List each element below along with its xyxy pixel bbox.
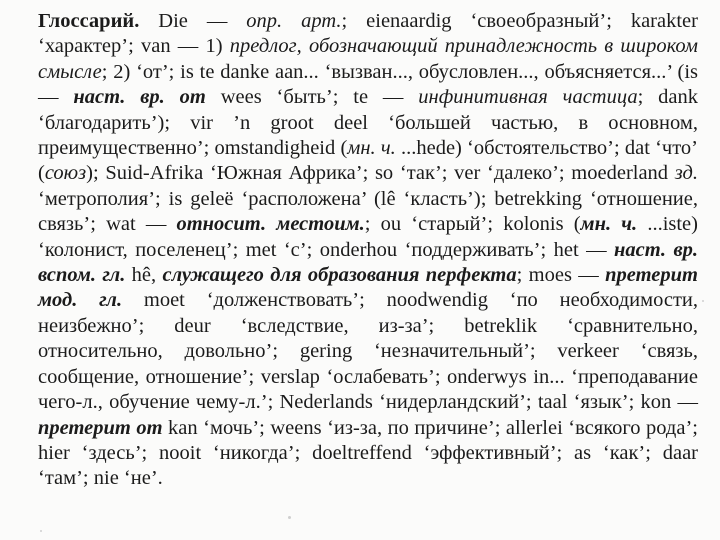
glossary-text: ; 2) ‘от’; is te danke aan... ‘вызван..., обусловлен..., объясняется...’ (is — <box>38 60 698 109</box>
glossary-annotation: наст. вр. вспом. гл. <box>38 238 699 287</box>
glossary-annotation: наст. вр. от <box>73 86 206 109</box>
glossary-annotation: инфинитивная частица <box>418 86 638 109</box>
glossary-annotation: претерит мод. гл. <box>38 264 698 312</box>
glossary-text: moet ‘долженствовать’; noodwendig ‘по необходимости, неизбежно’; deur ‘вследствие, из-за’; betreklik ‘сравнительно, относительно, довольно’; gering ‘незначительный’; verkeer ‘связь, сообщение, отношение’; verslap ‘ослабевать’; onderwys in... ‘преподавание чего-л., обучение чему-л.’; Nederlands ‘нидерландский’; taal ‘язык’; kon — <box>38 289 698 414</box>
glossary-runs <box>38 10 698 489</box>
glossary-text: hê, <box>125 264 163 287</box>
glossary-text: ...iste) ‘колонист, поселенец’; met ‘с’; onderhou ‘поддерживать’; het — <box>38 213 698 261</box>
glossary-annotation: мн. ч. <box>580 213 638 236</box>
glossary-text: ; ou ‘старый’; kolonis ( <box>364 213 581 236</box>
glossary-text: ...hede) ‘обстоятельство’; dat ‘что’ ( <box>38 137 698 185</box>
glossary-text: Die — <box>139 10 247 32</box>
glossary-text: ); Suid-Afrika ‘Южная Африка’; so ‘так’; ver ‘далеко’; moederland <box>86 162 675 185</box>
scan-speck <box>288 516 291 519</box>
glossary-text: ‘метрополия’; is geleë ‘расположена’ (lê ‘класть’); betrekking ‘отношение, связь’; wat — <box>38 187 698 236</box>
glossary-annotation: зд. <box>674 162 698 185</box>
glossary-annotation: предлог, обозначающий принадлежность в широком смысле <box>38 35 698 83</box>
glossary-title: Глоссарий. <box>38 10 140 32</box>
glossary-paragraph <box>38 9 698 492</box>
glossary-text: wees ‘быть’; te — <box>205 86 419 109</box>
glossary-text: ; eienaardig ‘своеобразный’; karakter ‘характер’; van — 1) <box>38 10 698 58</box>
glossary-annotation: мн. ч. <box>347 137 396 160</box>
glossary-annotation: опр. арт. <box>246 10 342 32</box>
glossary-annotation: союз <box>44 162 87 185</box>
glossary-annotation: претерит от <box>38 416 163 439</box>
glossary-annotation: относит. местоим. <box>176 213 365 236</box>
glossary-text: kan ‘мочь’; weens ‘из-за, по причине’; allerlei ‘всякого рода’; hier ‘здесь’; nooit ‘никогда’; doeltreffend ‘эффективный’; as ‘как’; daar ‘там’; nie ‘не’. <box>38 416 698 490</box>
glossary-annotation: служащего для образования перфекта <box>162 264 517 287</box>
glossary-text: ; dank ‘благодарить’); vir ’n groot deel ‘большей частью, в основном, преимущественно’; omstandigheid ( <box>38 86 699 160</box>
glossary-text: ; moes — <box>516 264 606 287</box>
scan-speck <box>40 530 42 532</box>
scan-speck <box>702 300 704 302</box>
